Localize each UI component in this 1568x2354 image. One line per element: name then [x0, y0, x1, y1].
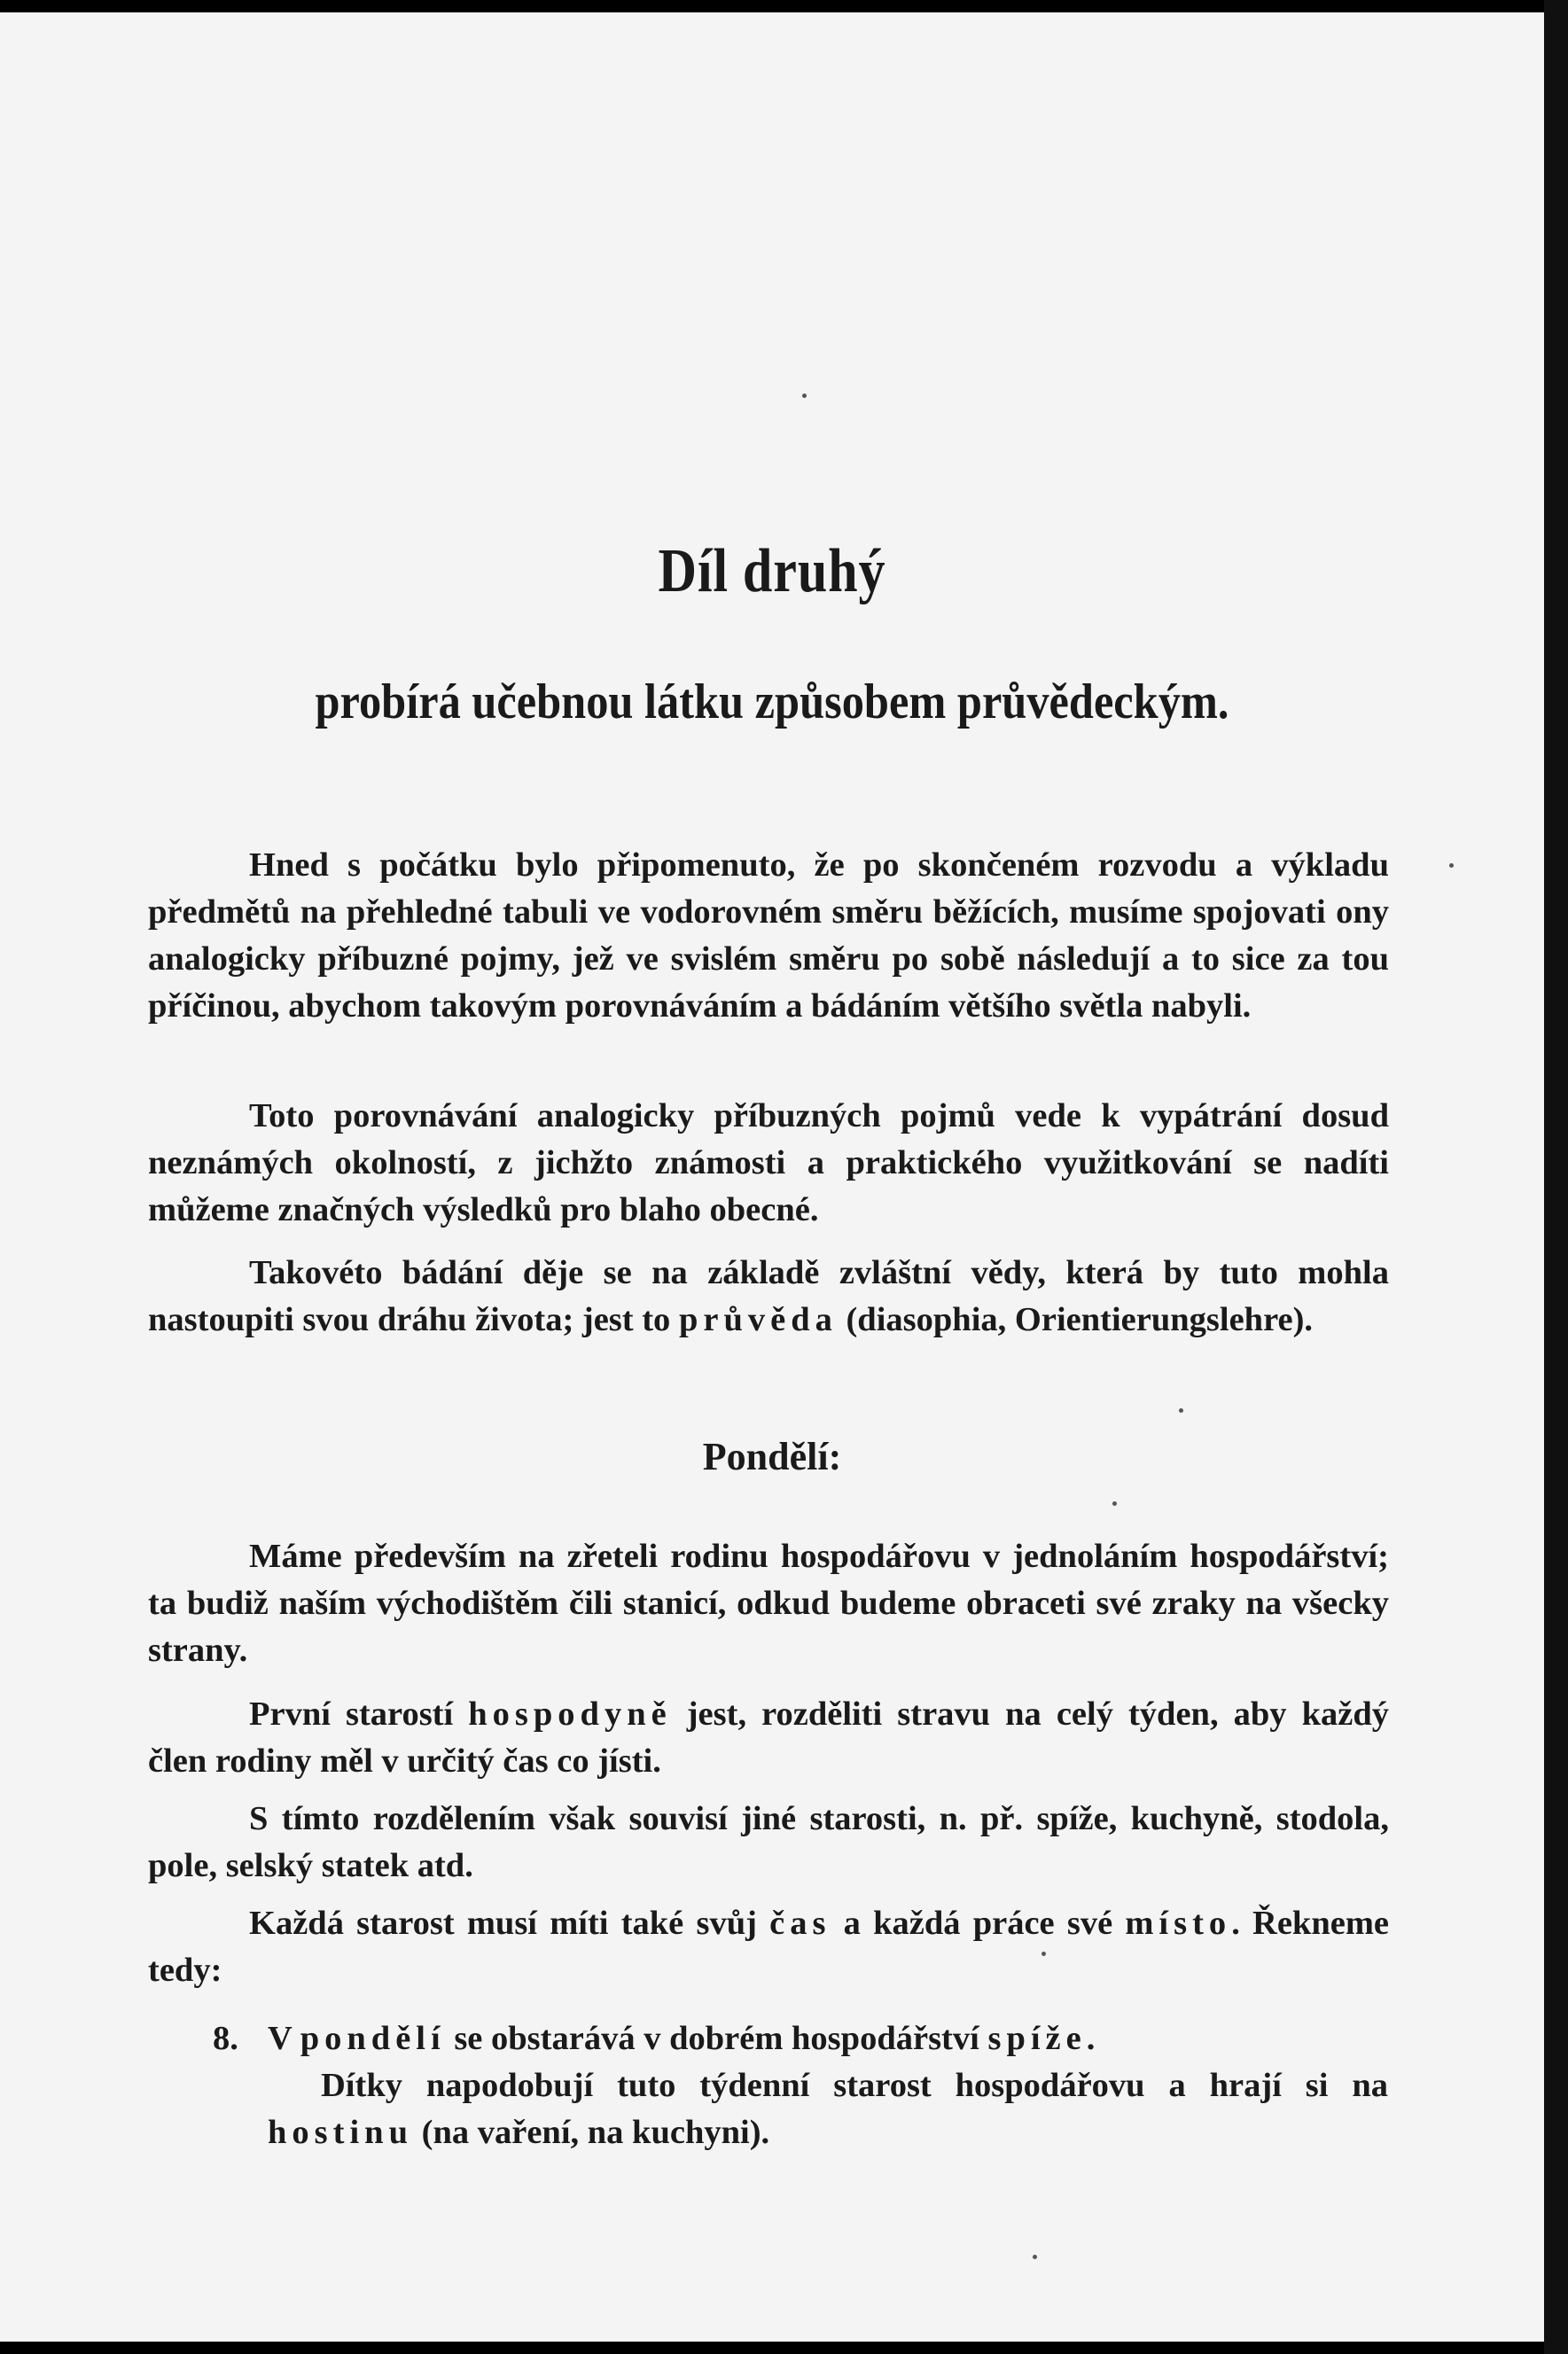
scan-speck — [1179, 1408, 1183, 1413]
paragraph-housewife-text-a: První starostí — [249, 1695, 469, 1733]
paragraph-family: Máme především na zřeteli rodinu hospodářovu v jednoláním hospodářství; ta budiž naším východištěm čili stanicí, odkud budeme obraceti své zraky na všecky strany. — [148, 1538, 1389, 1669]
item-line-text-c: . — [1086, 2020, 1096, 2057]
scan-speck — [1033, 2255, 1037, 2259]
item-children-play — [268, 2062, 1388, 2156]
scan-speck — [1112, 1501, 1117, 1506]
scan-speck — [802, 394, 807, 398]
item-number: 8. — [213, 2020, 238, 2057]
part-title: Díl druhý — [658, 537, 886, 605]
right-scan-border — [1544, 0, 1568, 2354]
emphasis-cas: čas — [769, 1905, 831, 1942]
item-cont-text-b: (na vaření, na kuchyni). — [413, 2114, 770, 2151]
paragraph-science-text-b: (diasophia, Orientierungslehre). — [837, 1301, 1314, 1338]
emphasis-misto: místo — [1125, 1905, 1232, 1942]
paragraph-science — [148, 1250, 1389, 1344]
paragraph-time-place-text-c: . Řekneme tedy: — [148, 1905, 1389, 1989]
item-cont-text-a: Dítky napodobují tuto týdenní starost hospodářovu a hrají si na — [321, 2067, 1388, 2104]
paragraph-time-place — [148, 1900, 1389, 1994]
section-heading-monday: Pondělí: — [702, 1435, 842, 1478]
emphasis-hostinu: hostinu — [268, 2114, 413, 2151]
paragraph-housewife-text-b: jest, rozděliti stravu na celý týden, aby každý člen rodiny měl v určitý čas co jísti. — [148, 1695, 1389, 1780]
part-subtitle: probírá učebnou látku způsobem průvědeckým. — [315, 674, 1229, 729]
paragraph-time-place-text-a: Každá starost musí míti také svůj — [249, 1905, 770, 1942]
top-scan-border — [0, 0, 1568, 12]
item-line-text-a: V — [268, 2020, 300, 2057]
scan-speck — [1449, 863, 1454, 868]
paragraph-housewife — [148, 1691, 1389, 1785]
emphasis-hospodyne: hospodyně — [468, 1695, 672, 1733]
paragraph-intro: Hned s počátku bylo připomenuto, že po skončeném rozvodu a výkladu předmětů na přehledné tabuli ve vodorovném směru běžících, musíme spojovati ony analogicky příbuzné pojmy, jež ve svislém směru po sobě následují a to sice za tou příčinou, abychom takovým porovnáváním a bádáním většího světla nabyli. — [148, 846, 1389, 1025]
item-line-text-b: se obstarává v dobrém hospodářství — [445, 2020, 988, 2057]
emphasis-pondeli: pondělí — [300, 2020, 446, 2057]
item-monday-line — [268, 2015, 1388, 2062]
paragraph-time-place-text-b: a každá práce své — [831, 1905, 1126, 1942]
paragraph-science-text-a: Takovéto bádání děje se na základě zvláštní vědy, která by tuto mohla nastoupiti svou dráhu života; jest to — [148, 1254, 1389, 1338]
emphasis-pruveda: průvěda — [678, 1301, 838, 1338]
paragraph-comparison: Toto porovnávání analogicky příbuzných pojmů vede k vypátrání dosud neznámých okolností, z jichžto známosti a praktického využitkování se nadíti můžeme značných výsledků pro blaho obecné. — [148, 1097, 1389, 1228]
emphasis-spize: spíže — [987, 2020, 1087, 2057]
paragraph-other-cares: S tímto rozdělením však souvisí jiné starosti, n. př. spíže, kuchyně, stodola, pole, selský statek atd. — [148, 1800, 1389, 1884]
